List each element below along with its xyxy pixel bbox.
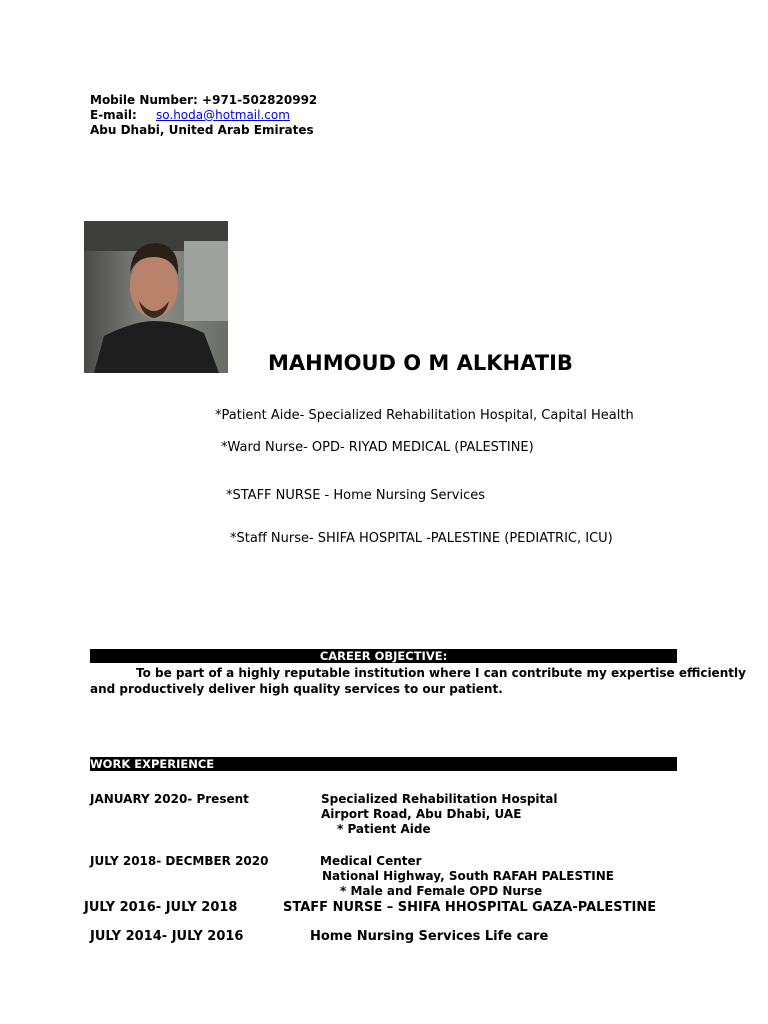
work-employer: STAFF NURSE – SHIFA HHOSPITAL GAZA-PALESTINE <box>283 900 657 915</box>
profile-photo-image <box>84 221 228 373</box>
mobile-line <box>90 93 317 108</box>
email-link[interactable]: so.hoda@hotmail.com <box>156 108 290 122</box>
work-detail <box>320 854 614 899</box>
work-period: JANUARY 2020- Present <box>90 792 249 806</box>
work-period: JULY 2018- DECMBER 2020 <box>90 854 269 868</box>
work-address: National Highway, South RAFAH PALESTINE <box>322 869 614 883</box>
work-employer: Specialized Rehabilitation Hospital <box>321 792 558 806</box>
mobile-value: +971-502820992 <box>202 93 318 107</box>
career-objective-heading: CAREER OBJECTIVE: <box>90 649 677 663</box>
career-line-1: To be part of a highly reputable institution where I can contribute my expertise efficiently <box>136 666 746 680</box>
work-period: JULY 2014- JULY 2016 <box>90 929 244 944</box>
work-position: * Patient Aide <box>337 822 431 836</box>
work-position: * Male and Female OPD Nurse <box>340 884 543 898</box>
role-item: *Patient Aide- Specialized Rehabilitation Hospital, Capital Health <box>215 408 634 423</box>
location-line: Abu Dhabi, United Arab Emirates <box>90 123 314 137</box>
email-line <box>90 108 317 123</box>
role-item: *STAFF NURSE - Home Nursing Services <box>226 488 486 503</box>
work-detail <box>321 792 558 837</box>
mobile-label: Mobile Number: <box>90 93 198 107</box>
work-employer: Medical Center <box>320 854 422 868</box>
contact-block <box>90 93 317 138</box>
career-line-2: and productively deliver high quality services to our patient. <box>90 682 503 696</box>
role-item: *Staff Nurse- SHIFA HOSPITAL -PALESTINE (PEDIATRIC, ICU) <box>230 531 613 546</box>
work-address: Airport Road, Abu Dhabi, UAE <box>321 807 522 821</box>
person-name: MAHMOUD O M ALKHATIB <box>268 351 573 375</box>
profile-photo <box>84 221 228 373</box>
role-item: *Ward Nurse- OPD- RIYAD MEDICAL (PALESTINE) <box>221 440 534 455</box>
work-experience-heading: WORK EXPERIENCE <box>90 757 677 771</box>
email-label: E-mail: <box>90 108 137 122</box>
work-employer: Home Nursing Services Life care <box>310 929 549 944</box>
career-objective-text <box>90 665 746 697</box>
work-period: JULY 2016- JULY 2018 <box>84 900 238 915</box>
